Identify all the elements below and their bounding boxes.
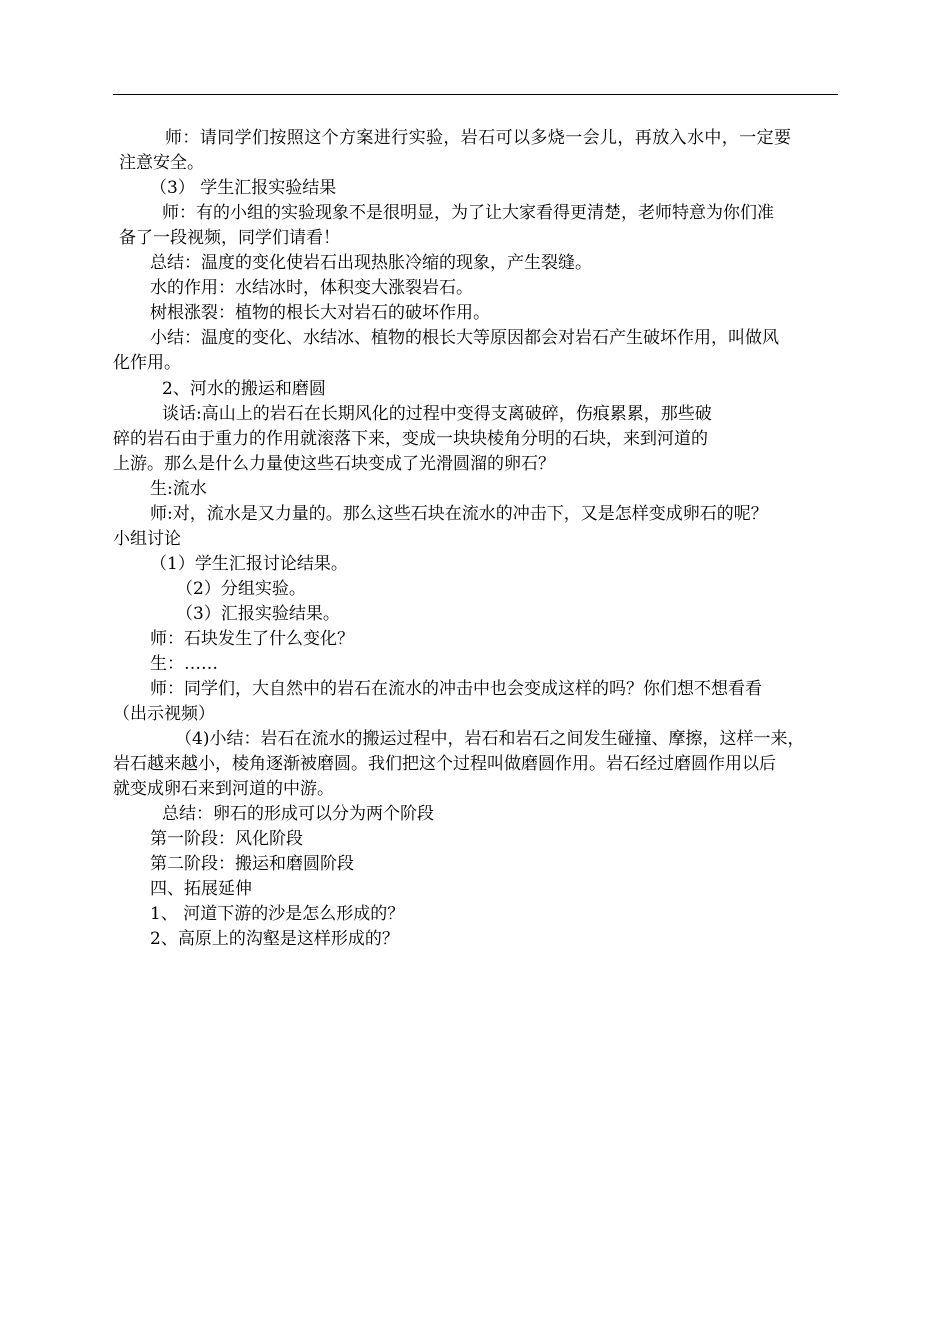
text-line: （3） 学生汇报实验结果 bbox=[150, 178, 337, 198]
text-line: 水的作用：水结冰时，体积变大涨裂岩石。 bbox=[150, 278, 473, 298]
text-line: 就变成卵石来到河道的中游。 bbox=[113, 779, 334, 799]
text-line: 第二阶段：搬运和磨圆阶段 bbox=[150, 854, 354, 874]
text-line: 备了一段视频，同学们请看！ bbox=[119, 228, 340, 248]
text-line: 小结：温度的变化、水结冰、植物的根长大等原因都会对岩石产生破坏作用，叫做风 bbox=[150, 328, 779, 348]
text-line: 1、 河道下游的沙是怎么形成的？ bbox=[150, 904, 405, 924]
text-line: 谈话:高山上的岩石在长期风化的过程中变得支离破碎，伤痕累累，那些破 bbox=[162, 404, 712, 424]
text-line: 树根涨裂：植物的根长大对岩石的破坏作用。 bbox=[150, 303, 490, 323]
text-line: 2、高原上的沟壑是这样形成的？ bbox=[150, 929, 399, 949]
text-line: 岩石越来越小，棱角逐渐被磨圆。我们把这个过程叫做磨圆作用。岩石经过磨圆作用以后 bbox=[113, 754, 776, 774]
header-rule bbox=[113, 94, 838, 95]
text-line: 师：请同学们按照这个方案进行实验，岩石可以多烧一会儿，再放入水中，一定要 bbox=[165, 128, 792, 148]
text-line: 师：同学们，大自然中的岩石在流水的冲击中也会变成这样的吗？你们想不想看看 bbox=[150, 679, 762, 699]
text-line: （4)小结：岩石在流水的搬运过程中，岩石和岩石之间发生碰撞、摩擦，这样一来， bbox=[175, 729, 805, 749]
text-line: 2、河水的搬运和磨圆 bbox=[162, 379, 326, 399]
text-line: 上游。那么是什么力量使这些石块变成了光滑圆溜的卵石？ bbox=[113, 454, 555, 474]
text-line: 化作用。 bbox=[113, 353, 181, 373]
text-line: 师:对，流水是又力量的。那么这些石块在流水的冲击下，又是怎样变成卵石的呢？ bbox=[150, 504, 768, 524]
text-line: 四、拓展延伸 bbox=[150, 879, 252, 899]
text-line: 师：石块发生了什么变化？ bbox=[150, 629, 354, 649]
text-line: （出示视频） bbox=[113, 704, 215, 724]
text-line: 总结：温度的变化使岩石出现热胀冷缩的现象，产生裂缝。 bbox=[150, 253, 592, 273]
text-line: （3）汇报实验结果。 bbox=[176, 604, 340, 624]
text-line: 总结：卵石的形成可以分为两个阶段 bbox=[162, 804, 434, 824]
text-line: 第一阶段：风化阶段 bbox=[150, 829, 303, 849]
text-line: （1）学生汇报讨论结果。 bbox=[150, 554, 348, 574]
text-line: 生：…… bbox=[150, 654, 218, 674]
text-line: 小组讨论 bbox=[113, 529, 181, 549]
text-line: 碎的岩石由于重力的作用就滚落下来，变成一块块棱角分明的石块，来到河道的 bbox=[113, 429, 708, 449]
text-line: 生:流水 bbox=[150, 479, 207, 499]
text-line: （2）分组实验。 bbox=[176, 579, 306, 599]
text-line: 注意安全。 bbox=[119, 153, 204, 173]
text-line: 师：有的小组的实验现象不是很明显，为了让大家看得更清楚，老师特意为你们准 bbox=[162, 203, 774, 223]
